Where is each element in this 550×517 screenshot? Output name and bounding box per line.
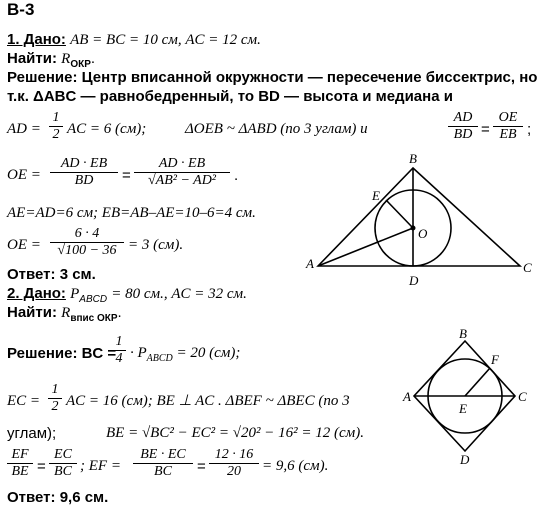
label-a: A — [306, 256, 314, 271]
be-result: BE = √BC² − EC² = √20² − 16² = 12 (см). — [106, 425, 364, 441]
ad-result: AC = 6 (см); — [67, 121, 147, 137]
given-text: AB = BC = 10 см, AC = 12 см. — [70, 32, 261, 48]
problem1-find: Найти: $R_{ОКР}$. — [7, 50, 96, 70]
label-e2: E — [459, 401, 467, 416]
ad-fraction: $\frac{1}{2}$ — [49, 110, 63, 143]
ratio-ad-bd: $\frac{AD}{BD}$ — [448, 110, 478, 143]
solution1-line1: Решение: Центр вписанной окружности — пересечение биссектрис, но — [7, 69, 538, 86]
similarity-1: ΔOEB ~ ΔABD (по 3 углам) и — [185, 121, 368, 137]
oe-label: OE = — [7, 167, 41, 183]
ratio-oe-eb: $\frac{OE}{EB}$ — [493, 110, 523, 143]
ratio-ec-bc: $\frac{EC}{BC}$ — [49, 447, 77, 480]
label-d2: D — [460, 452, 470, 467]
bc-fraction: $\frac{1}{4}$ — [112, 334, 126, 367]
problem2-find: Найти: $R_{впис ОКР}$. — [7, 304, 122, 324]
label-f2: F — [491, 352, 499, 367]
oe2-result: = 3 (см). — [128, 237, 184, 253]
answer2: Ответ: 9,6 см. — [7, 489, 109, 506]
ae-line: AE=AD=6 см; EB=AB–AE=10–6=4 см. — [7, 205, 256, 221]
oe-fraction2: $\frac{AD \cdot EB}{\text{√AB² − AD²}}$ — [134, 156, 230, 189]
be-label: углам); — [7, 425, 57, 442]
ec-fraction: $\frac{1}{2}$ — [48, 382, 62, 415]
label-a2: A — [403, 389, 411, 404]
ratio-ef-be: $\frac{EF}{BE}$ — [7, 447, 33, 480]
oe2-fraction: $\frac{6 \cdot 4}{√100 - 36}$ — [50, 226, 124, 259]
bc-result: · $P_{ABCD} = 20$ (см); — [130, 345, 241, 364]
ef-fraction2: $\frac{12 \cdot 16}{20}$ — [209, 447, 259, 480]
label-c: C — [523, 260, 532, 275]
oe2-label: OE = — [7, 237, 41, 253]
label-e: E — [372, 188, 380, 203]
radius-ef — [465, 368, 490, 396]
label-c2: C — [518, 389, 527, 404]
label-b: B — [409, 151, 417, 166]
ad-label: AD = — [7, 121, 41, 137]
label-b2: B — [459, 326, 467, 341]
variant-header: В-3 — [7, 0, 35, 19]
ef-label: ; EF = — [80, 458, 121, 474]
given-label: 1. Дано: — [7, 31, 66, 48]
oe-fraction1: $\frac{AD \cdot EB}{BD}$ — [50, 156, 118, 189]
ef-fraction1: $\frac{BE \cdot EC}{BC}$ — [133, 447, 193, 480]
solution1-line2: т.к. ΔABC — равнобедренный, то BD — высота и медиана и — [7, 88, 453, 105]
answer1: Ответ: 3 см. — [7, 266, 96, 283]
ef-result: = 9,6 (см). — [262, 458, 329, 474]
ec-result: AC = 16 (см); BE ⊥ AC . ΔBEF ~ ΔBEC (по 3 — [66, 393, 350, 409]
label-d: D — [409, 273, 419, 288]
bc-label: Решение: BC = — [7, 345, 117, 362]
ec-label: EC = — [7, 393, 41, 409]
label-o: O — [418, 226, 428, 241]
problem2-given: 2. Дано: $P_{ABCD} = 80$ см., AC = 32 см. — [7, 285, 247, 305]
